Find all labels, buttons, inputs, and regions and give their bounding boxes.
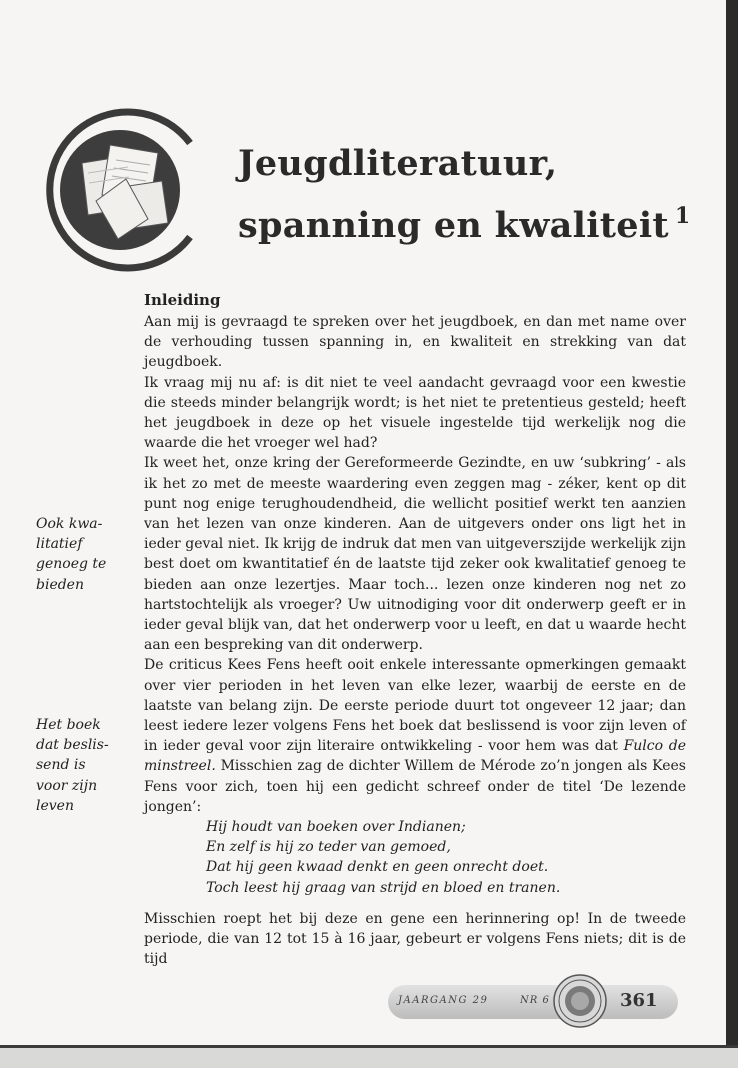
paragraph-4-text-a: De criticus Kees Fens heeft ooit enkele interessante opmerkingen gemaakt over vier perioden in het leven van elke lezer, waarbij de eerste en de laatste van belang zijn. De eerste periode duurt tot ongeveer 12 jaar; dan leest iedere lezer volgens Fens het boek dat beslissend is voor zijn leven of in ieder geval voor zijn literaire ontwikkeling - voor hem was dat [144,657,686,755]
paragraph-3: Ik weet het, onze kring der Gereformeerde Gezindte, en uw ‘subkring’ - als ik het zo met de meeste waardering even zeggen mag - zéker, kent op dit punt nog enige terughoudendheid, die wellicht positief werkt ten aanzien van het lezen van onze kinderen. Aan de uitgevers onder ons ligt het in ieder geval niet. Ik krijg de indruk dat men van uitgeverszijde werkelijk zijn best doet om kwantitatief én de laatste tijd zeker ook kwalitatief genoeg te bieden aan onze lezertjes. Maar toch... lezen onze kinderen nog net zo hartstochtelijk als vroeger? Uw uitnodiging voor dit onderwerp geeft er in ieder geval blijk van, dat het onderwerp voor u leeft, en dat u waarde hecht aan een bespreking van dit onderwerp. [144,455,686,654]
poem-line: Hij houdt van boeken over Indianen; [206,819,466,836]
margin-note-line: genoeg te [36,556,107,573]
margin-note-line: Het boek [36,717,101,733]
paragraph-1: Aan mij is gevraagd te spreken over het jeugdboek, en dan met name over de verhouding tussen spanning in, en kwaliteit en strekking van dat jeugdboek. [144,314,686,371]
footer-volume: JAARGANG 29 [398,995,489,1006]
title-line-1: Jeugdliteratuur, [238,143,558,184]
margin-note-decisive-book [36,715,126,816]
paragraph-4-text-b: Misschien zag de dichter Willem de Mérode zo’n jongen als Kees Fens voor zich, toen hij een gedicht schreef onder de titel ‘De lezende jongen’: [144,758,686,815]
page-edge-right [726,0,738,1068]
footer-issue: NR 6 [520,995,550,1006]
margin-note-line: voor zijn [36,777,98,794]
poem-line: Toch leest hij graag van strijd en bloed en tranen. [206,879,561,896]
paragraph-2: Ik vraag mij nu af: is dit niet te veel aandacht gevraagd voor een kwestie die steeds minder belangrijk wordt; is het niet te pretentieus gesteld; heeft het jeugdboek in deze op het visuele ingestelde tijd werkelijk nog die waarde die het vroeger wel had? [144,374,686,452]
title-line-2: spanning en kwaliteit [238,205,669,246]
poem [144,817,686,898]
page-edge-bottom [0,1045,738,1068]
margin-note-quality [36,514,126,595]
section-heading: Inleiding [144,291,221,309]
page-number: 361 [620,990,658,1011]
paper-stack-emblem-icon [40,105,210,275]
margin-note-line: leven [36,797,74,814]
article-body [144,312,686,970]
margin-note-line: litatief [36,536,83,553]
margin-note-line: bieden [36,576,84,593]
title-footnote: 1 [674,203,691,229]
article-title [238,138,691,252]
seal-emblem-icon [553,974,607,1028]
margin-note-line: send is [36,757,86,774]
paragraph-5: Misschien roept het bij deze en gene een herinnering op! In de tweede periode, die van 12 tot 15 à 16 jaar, gebeurt er volgens Fens niets; dit is de tijd [144,910,686,968]
margin-note-line: dat beslis- [36,737,109,754]
book-title: Fulco de minstreel. [144,738,686,775]
paragraph-4 [144,655,686,817]
poem-line: En zelf is hij zo teder van gemoed, [206,839,451,856]
poem-line: Dat hij geen kwaad denkt en geen onrecht doet. [206,859,549,876]
margin-note-line: Ook kwa- [36,516,103,532]
